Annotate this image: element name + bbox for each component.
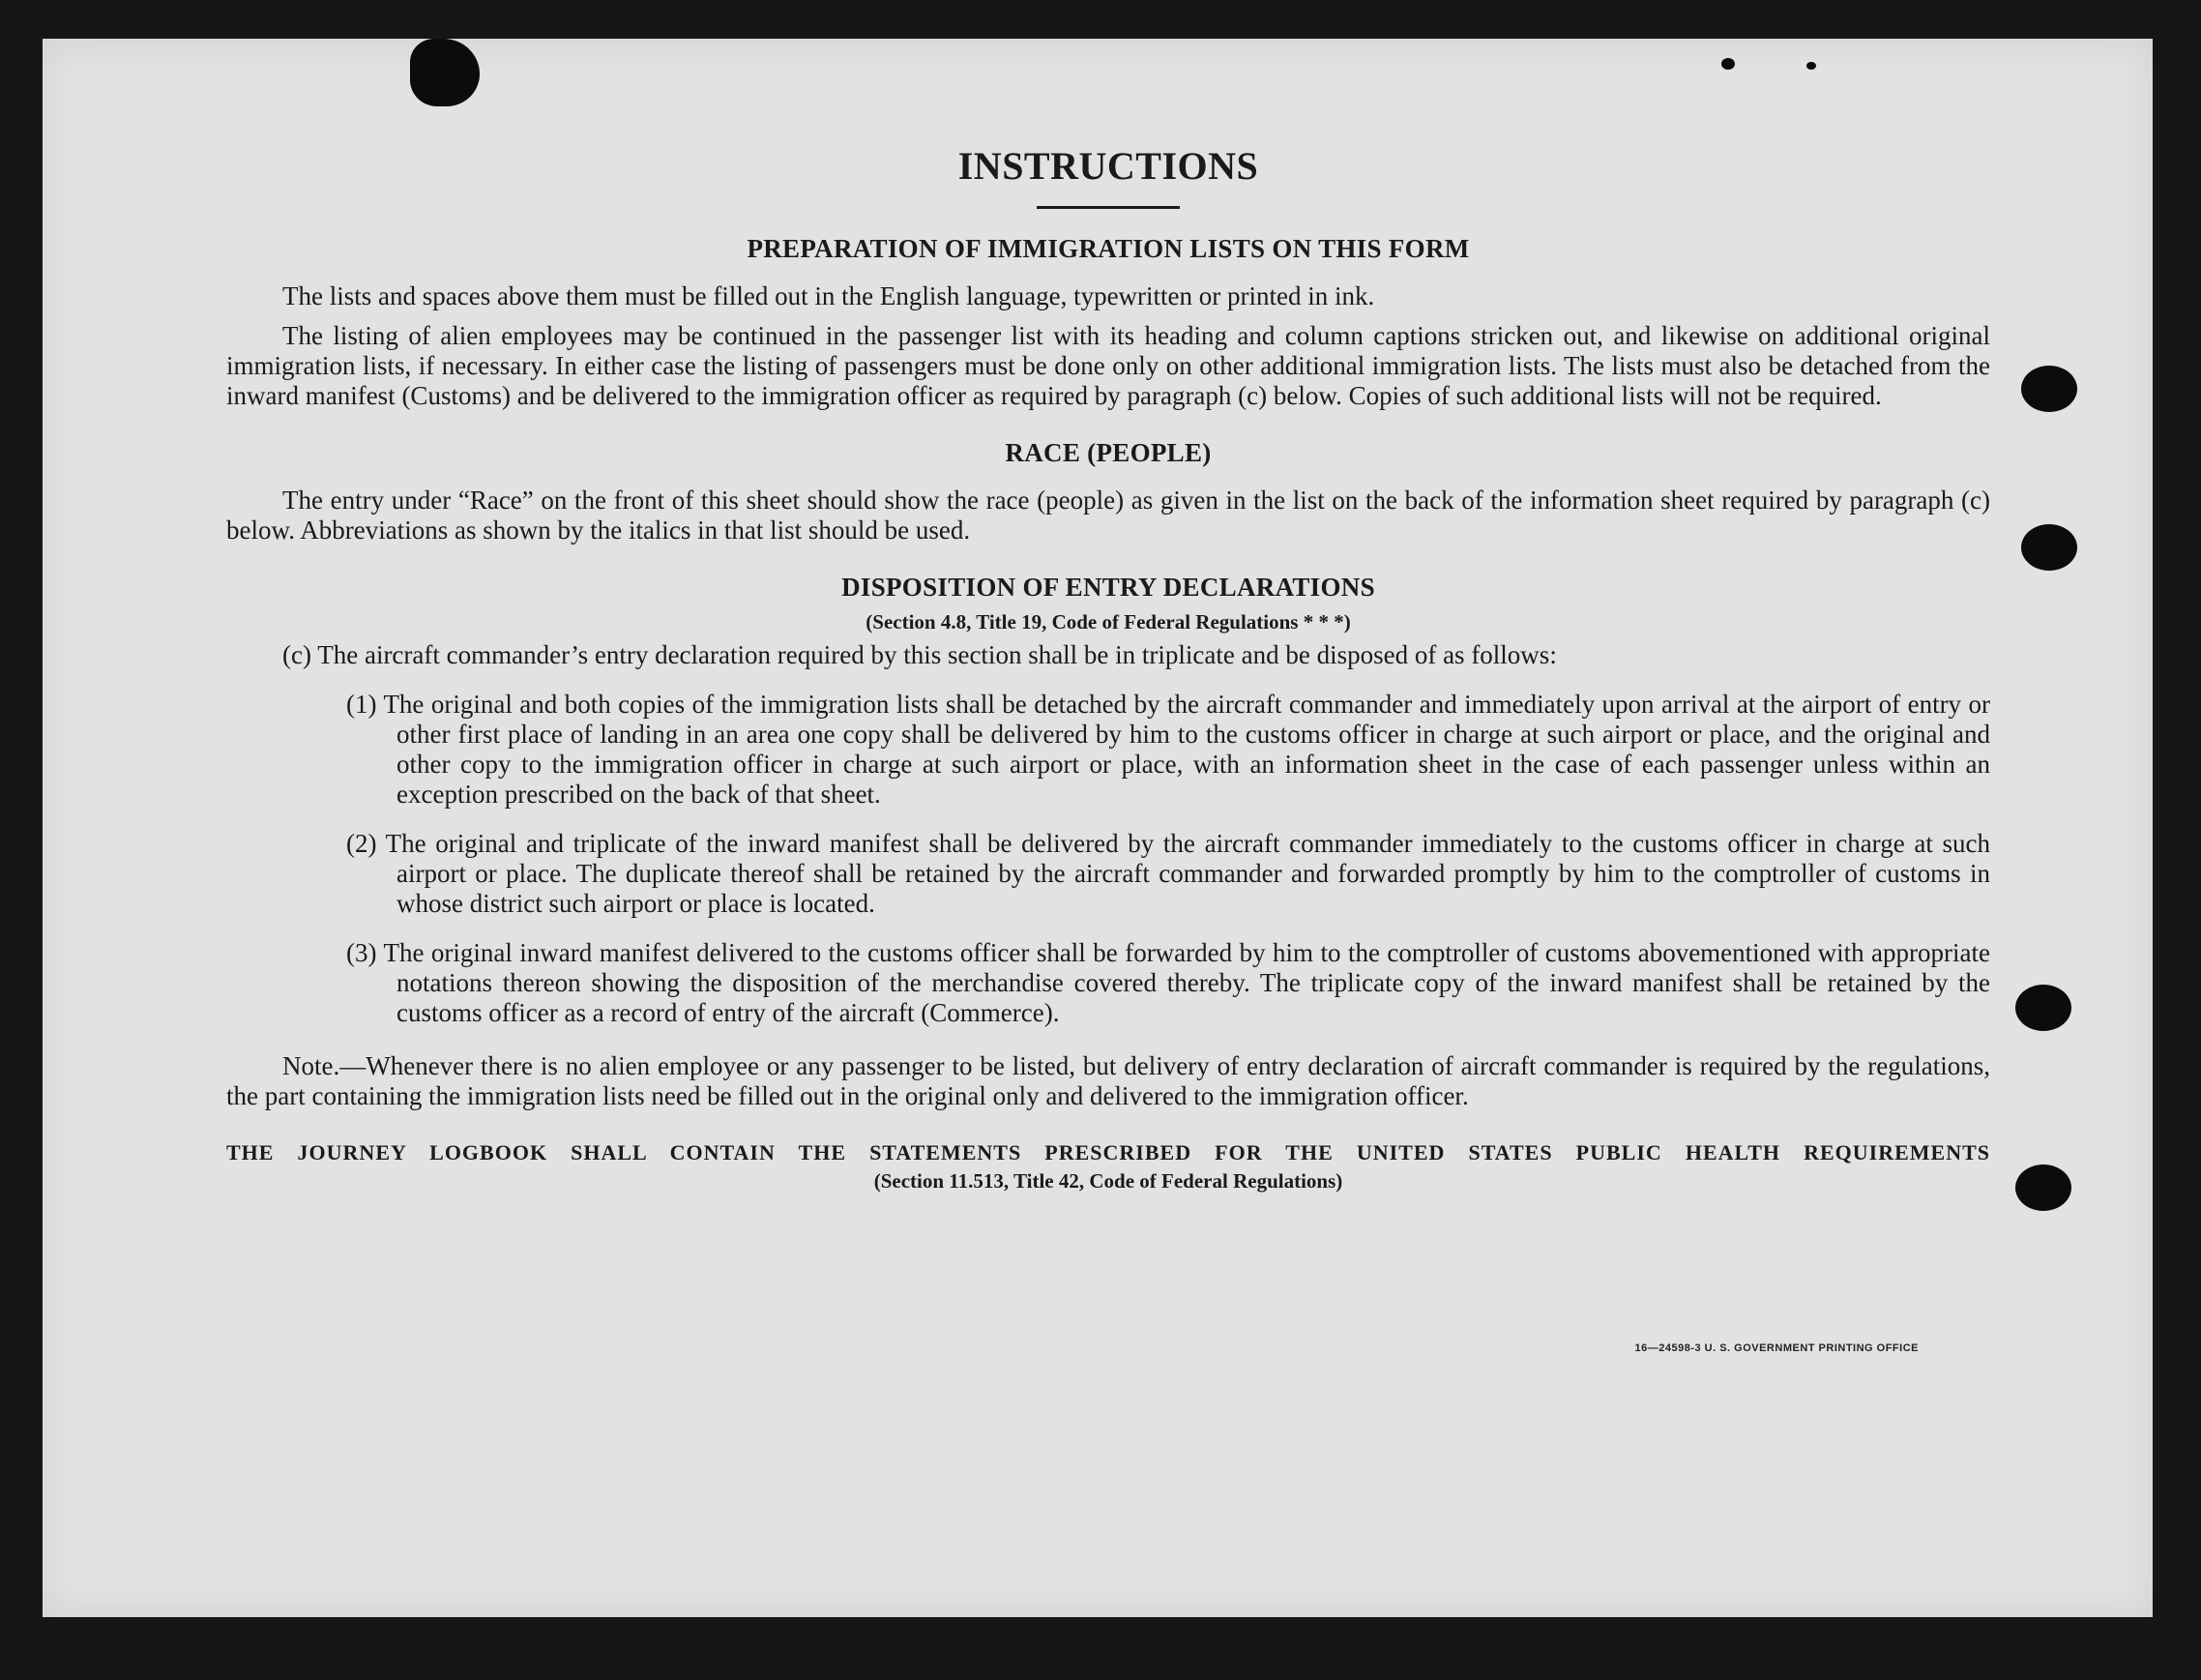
- disposition-item-1: (1) The original and both copies of the immigration lists shall be detached by the aircraft commander and immediately upon arrival at the airport of entry or other first place of landing in an area one copy shall be delivered by him to the customs officer in charge at such airport or place, and the original and other copy to the immigration officer in charge at such airport or place, with an information sheet in the case of each passenger unless within an exception prescribed on the back of that sheet.: [346, 690, 1990, 809]
- preparation-paragraph-2: The listing of alien employees may be continued in the passenger list with its heading and column captions stricken out, and likewise on additional original immigration lists, if necessary. In either case the listing of passengers must be done only on other additional immigration lists. The lists must also be detached from the inward manifest (Customs) and be delivered to the immigration officer as required by paragraph (c) below. Copies of such additional lists will not be required.: [226, 321, 1990, 410]
- note-paragraph: Note.—Whenever there is no alien employee or any passenger to be listed, but delivery of entry declaration of aircraft commander is required by the regulations, the part containing the immigration lists need be filled out in the original only and delivered to the immigration officer.: [226, 1051, 1990, 1110]
- race-paragraph: The entry under “Race” on the front of this sheet should show the race (people) as given in the list on the back of the information sheet required by paragraph (c) below. Abbreviations as shown by the italics in that list should be used.: [226, 486, 1990, 545]
- title-rule: [1037, 206, 1180, 209]
- punch-hole: [2021, 524, 2077, 571]
- ink-speck: [1806, 62, 1816, 70]
- ink-blot: [410, 39, 480, 106]
- disposition-item-3: (3) The original inward manifest delivered to the customs officer shall be forwarded by him to the comptroller of customs abovementioned with appropriate notations thereon showing the disposition of the merchandise covered thereby. The triplicate copy of the inward manifest shall be retained by the customs officer as a record of entry of the aircraft (Commerce).: [346, 938, 1990, 1027]
- disposition-intro: (c) The aircraft commander’s entry declaration required by this section shall be in triplicate and be disposed of as follows:: [282, 640, 1557, 669]
- preparation-heading: PREPARATION OF IMMIGRATION LISTS ON THIS FORM: [747, 234, 1470, 263]
- ink-speck: [1721, 58, 1735, 70]
- punch-hole: [2021, 366, 2077, 412]
- health-statement: THE JOURNEY LOGBOOK SHALL CONTAIN THE STATEMENTS PRESCRIBED FOR THE UNITED STATES PUBLIC HEALTH REQUIREMENTS: [226, 1140, 1990, 1164]
- document-body: [226, 104, 1990, 1194]
- preparation-paragraph-1: The lists and spaces above them must be filled out in the English language, typewritten or printed in ink.: [282, 281, 1375, 310]
- disposition-item-2: (2) The original and triplicate of the inward manifest shall be delivered by the aircraft commander immediately to the customs officer in charge at such airport or place. The duplicate thereof shall be retained by the aircraft commander and forwarded promptly by him to the comptroller of customs in whose district such airport or place is located.: [346, 829, 1990, 918]
- document-sheet: [43, 39, 2153, 1617]
- punch-hole: [2015, 985, 2071, 1031]
- disposition-citation: (Section 4.8, Title 19, Code of Federal Regulations * * *): [866, 610, 1351, 634]
- health-citation: (Section 11.513, Title 42, Code of Federal Regulations): [873, 1169, 1343, 1193]
- document-title: INSTRUCTIONS: [957, 144, 1259, 188]
- race-heading: RACE (PEOPLE): [1005, 438, 1212, 467]
- punch-hole: [2015, 1164, 2071, 1211]
- disposition-heading: DISPOSITION OF ENTRY DECLARATIONS: [841, 573, 1375, 602]
- printer-imprint: 16—24598-3 U. S. GOVERNMENT PRINTING OFFICE: [1634, 1342, 1919, 1354]
